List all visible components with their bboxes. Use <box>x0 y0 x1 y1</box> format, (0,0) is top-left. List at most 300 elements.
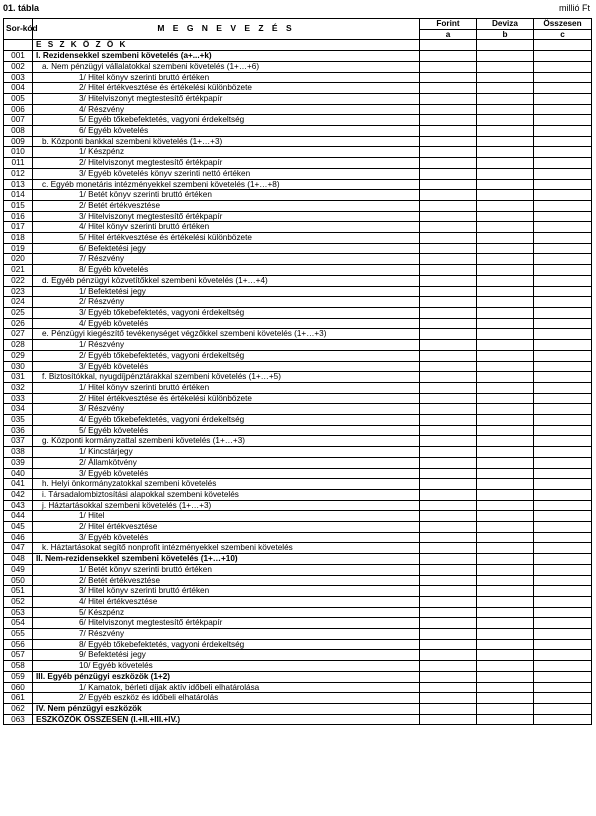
row-code: 039 <box>4 457 33 468</box>
value-cell-a[interactable] <box>420 457 477 468</box>
row-label: j. Háztartásokkal szembeni követelés (1+…+3) <box>33 500 420 511</box>
value-cell-b[interactable] <box>477 222 534 233</box>
table-row <box>4 190 592 201</box>
value-cell-c[interactable] <box>534 61 592 72</box>
value-cell-c[interactable] <box>534 404 592 415</box>
value-cell-a[interactable] <box>420 190 477 201</box>
value-cell-b[interactable] <box>477 211 534 222</box>
value-cell-b[interactable] <box>477 168 534 179</box>
value-cell-c[interactable] <box>534 564 592 575</box>
table-row <box>4 596 592 607</box>
value-cell-b[interactable] <box>477 72 534 83</box>
row-code: 052 <box>4 596 33 607</box>
row-label: 3/ Egyéb követelés <box>33 361 420 372</box>
value-cell-b[interactable] <box>477 618 534 629</box>
table-row <box>4 104 592 115</box>
row-label: 1/ Kincstárjegy <box>33 447 420 458</box>
value-cell-b[interactable] <box>477 158 534 169</box>
row-label: 5/ Készpénz <box>33 607 420 618</box>
row-label: 1/ Betét könyv szerinti bruttó értéken <box>33 564 420 575</box>
value-cell-a[interactable] <box>420 575 477 586</box>
value-cell-b[interactable] <box>477 639 534 650</box>
table-row <box>4 158 592 169</box>
value-cell-a[interactable] <box>420 564 477 575</box>
value-cell-c[interactable] <box>534 382 592 393</box>
value-cell-b[interactable] <box>477 404 534 415</box>
row-code: 019 <box>4 243 33 254</box>
value-cell-c[interactable] <box>534 650 592 661</box>
header-letter-c: c <box>534 29 592 40</box>
value-cell-b[interactable] <box>477 425 534 436</box>
row-code: 012 <box>4 168 33 179</box>
row-label: 2/ Egyéb tőkebefektetés, vagyoni érdekeltség <box>33 350 420 361</box>
row-code: 008 <box>4 126 33 137</box>
row-label: 7/ Részvény <box>33 254 420 265</box>
value-cell-a[interactable] <box>420 136 477 147</box>
table-row <box>4 436 592 447</box>
value-cell-a[interactable] <box>420 329 477 340</box>
value-cell-a[interactable] <box>420 596 477 607</box>
value-cell-a[interactable] <box>420 404 477 415</box>
table-row <box>4 479 592 490</box>
row-code: 015 <box>4 200 33 211</box>
table-row <box>4 586 592 597</box>
value-cell-c[interactable] <box>534 222 592 233</box>
value-cell-a[interactable] <box>420 83 477 94</box>
value-cell-b[interactable] <box>477 254 534 265</box>
value-cell-c[interactable] <box>534 211 592 222</box>
value-cell-c[interactable] <box>534 415 592 426</box>
row-label: 1/ Hitel könyv szerinti bruttó értéken <box>33 382 420 393</box>
value-cell-c[interactable] <box>534 714 592 725</box>
row-label: 3/ Egyéb követelés könyv szerinti nettó értéken <box>33 168 420 179</box>
row-code: 003 <box>4 72 33 83</box>
table-row <box>4 318 592 329</box>
row-code: 029 <box>4 350 33 361</box>
value-cell-b[interactable] <box>477 126 534 137</box>
row-code: 042 <box>4 489 33 500</box>
value-cell-a[interactable] <box>420 286 477 297</box>
value-cell-a[interactable] <box>420 468 477 479</box>
value-cell-c[interactable] <box>534 671 592 682</box>
value-cell-a[interactable] <box>420 350 477 361</box>
row-label: d. Egyéb pénzügyi közvetítőkkel szembeni követelés (1+…+4) <box>33 275 420 286</box>
value-cell-c[interactable] <box>534 489 592 500</box>
value-cell-c[interactable] <box>534 511 592 522</box>
table-row <box>4 607 592 618</box>
value-cell-c[interactable] <box>534 51 592 62</box>
value-cell-c[interactable] <box>534 554 592 565</box>
header-name: M E G N E V E Z É S <box>33 19 420 40</box>
row-code: 004 <box>4 83 33 94</box>
row-code: 032 <box>4 382 33 393</box>
value-cell-b[interactable] <box>477 297 534 308</box>
value-cell-a[interactable] <box>420 361 477 372</box>
value-cell-c[interactable] <box>534 307 592 318</box>
value-cell-c[interactable] <box>534 340 592 351</box>
value-cell-a[interactable] <box>420 275 477 286</box>
table-row <box>4 350 592 361</box>
value-cell-a[interactable] <box>420 307 477 318</box>
row-code: 061 <box>4 693 33 704</box>
value-cell-c[interactable] <box>534 297 592 308</box>
value-cell-c[interactable] <box>534 318 592 329</box>
row-label: 5/ Egyéb tőkebefektetés, vagyoni érdekeltség <box>33 115 420 126</box>
table-row <box>4 233 592 244</box>
value-cell-b[interactable] <box>477 329 534 340</box>
row-code: 053 <box>4 607 33 618</box>
row-label: 5/ Egyéb követelés <box>33 425 420 436</box>
value-cell-b[interactable] <box>477 318 534 329</box>
table-row <box>4 532 592 543</box>
value-cell-b[interactable] <box>477 233 534 244</box>
row-code: 033 <box>4 393 33 404</box>
row-label: f. Biztosítókkal, nyugdíjpénztárakkal szembeni követelés (1+…+5) <box>33 372 420 383</box>
value-cell-c[interactable] <box>534 190 592 201</box>
value-cell-a[interactable] <box>420 415 477 426</box>
value-cell-c[interactable] <box>534 93 592 104</box>
value-cell-a[interactable] <box>420 425 477 436</box>
row-label: 7/ Részvény <box>33 629 420 640</box>
row-code: 035 <box>4 415 33 426</box>
row-code: 014 <box>4 190 33 201</box>
row-label: 2/ Hitel értékvesztése és értékelési különbözete <box>33 83 420 94</box>
row-code: 009 <box>4 136 33 147</box>
table-row <box>4 693 592 704</box>
value-cell-b[interactable] <box>477 554 534 565</box>
value-cell-b[interactable] <box>477 532 534 543</box>
value-cell-c[interactable] <box>534 168 592 179</box>
value-cell-a[interactable] <box>420 447 477 458</box>
value-cell-b[interactable] <box>477 607 534 618</box>
value-cell-a[interactable] <box>420 554 477 565</box>
value-cell-a[interactable] <box>420 489 477 500</box>
value-cell-b[interactable] <box>477 393 534 404</box>
value-cell-a[interactable] <box>420 40 477 51</box>
value-cell-a[interactable] <box>420 211 477 222</box>
value-cell-a[interactable] <box>420 93 477 104</box>
table-row <box>4 265 592 276</box>
value-cell-b[interactable] <box>477 704 534 715</box>
value-cell-c[interactable] <box>534 329 592 340</box>
row-code: 050 <box>4 575 33 586</box>
table-row <box>4 575 592 586</box>
value-cell-b[interactable] <box>477 350 534 361</box>
value-cell-c[interactable] <box>534 661 592 672</box>
value-cell-a[interactable] <box>420 115 477 126</box>
table-row <box>4 115 592 126</box>
value-cell-a[interactable] <box>420 200 477 211</box>
value-cell-c[interactable] <box>534 254 592 265</box>
value-cell-c[interactable] <box>534 704 592 715</box>
row-code: 054 <box>4 618 33 629</box>
value-cell-b[interactable] <box>477 522 534 533</box>
value-cell-c[interactable] <box>534 286 592 297</box>
value-cell-b[interactable] <box>477 61 534 72</box>
value-cell-a[interactable] <box>420 522 477 533</box>
value-cell-b[interactable] <box>477 468 534 479</box>
value-cell-b[interactable] <box>477 511 534 522</box>
row-label: 3/ Egyéb tőkebefektetés, vagyoni érdekeltség <box>33 307 420 318</box>
row-label: k. Háztartásokat segítő nonprofit intézményekkel szembeni követelés <box>33 543 420 554</box>
row-label: I. Rezidensekkel szembeni követelés (a+...+k) <box>33 51 420 62</box>
value-cell-b[interactable] <box>477 629 534 640</box>
value-cell-a[interactable] <box>420 661 477 672</box>
value-cell-c[interactable] <box>534 468 592 479</box>
value-cell-c[interactable] <box>534 532 592 543</box>
value-cell-b[interactable] <box>477 115 534 126</box>
value-cell-b[interactable] <box>477 436 534 447</box>
value-cell-b[interactable] <box>477 372 534 383</box>
row-label: g. Központi kormányzattal szembeni követelés (1+…+3) <box>33 436 420 447</box>
row-label: 2/ Betét értékvesztése <box>33 575 420 586</box>
row-label: i. Társadalombiztosítási alapokkal szembeni követelés <box>33 489 420 500</box>
value-cell-c[interactable] <box>534 457 592 468</box>
value-cell-b[interactable] <box>477 586 534 597</box>
table-row <box>4 297 592 308</box>
value-cell-c[interactable] <box>534 361 592 372</box>
value-cell-a[interactable] <box>420 254 477 265</box>
value-cell-c[interactable] <box>534 596 592 607</box>
value-cell-b[interactable] <box>477 661 534 672</box>
value-cell-b[interactable] <box>477 361 534 372</box>
value-cell-c[interactable] <box>534 372 592 383</box>
row-code: 028 <box>4 340 33 351</box>
value-cell-b[interactable] <box>477 457 534 468</box>
table-row <box>4 704 592 715</box>
value-cell-b[interactable] <box>477 489 534 500</box>
row-code: 026 <box>4 318 33 329</box>
value-cell-c[interactable] <box>534 104 592 115</box>
value-cell-b[interactable] <box>477 564 534 575</box>
value-cell-a[interactable] <box>420 586 477 597</box>
value-cell-a[interactable] <box>420 714 477 725</box>
row-label: 8/ Egyéb tőkebefektetés, vagyoni érdekeltség <box>33 639 420 650</box>
value-cell-c[interactable] <box>534 607 592 618</box>
value-cell-c[interactable] <box>534 629 592 640</box>
value-cell-a[interactable] <box>420 340 477 351</box>
value-cell-b[interactable] <box>477 286 534 297</box>
table-row <box>4 179 592 190</box>
value-cell-a[interactable] <box>420 179 477 190</box>
value-cell-a[interactable] <box>420 233 477 244</box>
value-cell-c[interactable] <box>534 40 592 51</box>
row-label: 1/ Részvény <box>33 340 420 351</box>
assets-table <box>3 18 592 725</box>
value-cell-c[interactable] <box>534 233 592 244</box>
value-cell-c[interactable] <box>534 200 592 211</box>
row-label: 8/ Egyéb követelés <box>33 265 420 276</box>
value-cell-c[interactable] <box>534 393 592 404</box>
value-cell-a[interactable] <box>420 104 477 115</box>
row-code: 018 <box>4 233 33 244</box>
row-label: 2/ Hitelviszonyt megtestesítő értékpapír <box>33 158 420 169</box>
value-cell-b[interactable] <box>477 147 534 158</box>
value-cell-b[interactable] <box>477 596 534 607</box>
row-code: 024 <box>4 297 33 308</box>
row-code: 049 <box>4 564 33 575</box>
value-cell-b[interactable] <box>477 307 534 318</box>
value-cell-b[interactable] <box>477 415 534 426</box>
value-cell-b[interactable] <box>477 275 534 286</box>
value-cell-b[interactable] <box>477 200 534 211</box>
value-cell-b[interactable] <box>477 190 534 201</box>
row-code: 021 <box>4 265 33 276</box>
section-code-cell <box>4 40 33 51</box>
value-cell-a[interactable] <box>420 479 477 490</box>
table-row <box>4 136 592 147</box>
value-cell-a[interactable] <box>420 382 477 393</box>
table-row <box>4 211 592 222</box>
value-cell-a[interactable] <box>420 61 477 72</box>
table-row <box>4 340 592 351</box>
row-code: 022 <box>4 275 33 286</box>
value-cell-c[interactable] <box>534 586 592 597</box>
row-code: 045 <box>4 522 33 533</box>
value-cell-c[interactable] <box>534 115 592 126</box>
row-label: ESZKÖZÖK ÖSSZESEN (I.+II.+III.+IV.) <box>33 714 420 725</box>
value-cell-a[interactable] <box>420 532 477 543</box>
value-cell-a[interactable] <box>420 372 477 383</box>
value-cell-a[interactable] <box>420 511 477 522</box>
value-cell-c[interactable] <box>534 436 592 447</box>
value-cell-c[interactable] <box>534 72 592 83</box>
value-cell-b[interactable] <box>477 714 534 725</box>
value-cell-b[interactable] <box>477 179 534 190</box>
value-cell-b[interactable] <box>477 83 534 94</box>
value-cell-a[interactable] <box>420 72 477 83</box>
row-code: 031 <box>4 372 33 383</box>
row-label: 4/ Egyéb tőkebefektetés, vagyoni érdekeltség <box>33 415 420 426</box>
value-cell-b[interactable] <box>477 93 534 104</box>
row-code: 046 <box>4 532 33 543</box>
table-row <box>4 618 592 629</box>
value-cell-b[interactable] <box>477 340 534 351</box>
row-label: 1/ Befektetési jegy <box>33 286 420 297</box>
table-row <box>4 93 592 104</box>
value-cell-a[interactable] <box>420 671 477 682</box>
value-cell-c[interactable] <box>534 693 592 704</box>
header-letter-b: b <box>477 29 534 40</box>
value-cell-c[interactable] <box>534 275 592 286</box>
value-cell-b[interactable] <box>477 682 534 693</box>
row-label: 5/ Hitel értékvesztése és értékelési különbözete <box>33 233 420 244</box>
value-cell-b[interactable] <box>477 479 534 490</box>
value-cell-c[interactable] <box>534 265 592 276</box>
row-code: 034 <box>4 404 33 415</box>
value-cell-c[interactable] <box>534 682 592 693</box>
value-cell-c[interactable] <box>534 243 592 254</box>
table-row <box>4 307 592 318</box>
value-cell-a[interactable] <box>420 222 477 233</box>
value-cell-c[interactable] <box>534 522 592 533</box>
value-cell-a[interactable] <box>420 704 477 715</box>
value-cell-b[interactable] <box>477 447 534 458</box>
value-cell-b[interactable] <box>477 382 534 393</box>
value-cell-a[interactable] <box>420 126 477 137</box>
value-cell-c[interactable] <box>534 618 592 629</box>
row-label: II. Nem-rezidensekkel szembeni követelés (1+…+10) <box>33 554 420 565</box>
value-cell-c[interactable] <box>534 179 592 190</box>
table-row <box>4 511 592 522</box>
value-cell-c[interactable] <box>534 147 592 158</box>
value-cell-a[interactable] <box>420 607 477 618</box>
value-cell-a[interactable] <box>420 243 477 254</box>
table-row <box>4 72 592 83</box>
row-code: 055 <box>4 629 33 640</box>
value-cell-b[interactable] <box>477 543 534 554</box>
value-cell-a[interactable] <box>420 265 477 276</box>
value-cell-a[interactable] <box>420 650 477 661</box>
value-cell-a[interactable] <box>420 51 477 62</box>
value-cell-a[interactable] <box>420 682 477 693</box>
value-cell-b[interactable] <box>477 575 534 586</box>
value-cell-c[interactable] <box>534 83 592 94</box>
value-cell-c[interactable] <box>534 639 592 650</box>
row-code: 048 <box>4 554 33 565</box>
value-cell-b[interactable] <box>477 51 534 62</box>
row-label: 3/ Hitel könyv szerinti bruttó értéken <box>33 586 420 597</box>
value-cell-c[interactable] <box>534 126 592 137</box>
page-top-bar <box>3 3 590 16</box>
value-cell-b[interactable] <box>477 671 534 682</box>
value-cell-c[interactable] <box>534 500 592 511</box>
row-label: 3/ Részvény <box>33 404 420 415</box>
value-cell-c[interactable] <box>534 543 592 554</box>
row-code: 037 <box>4 436 33 447</box>
value-cell-a[interactable] <box>420 629 477 640</box>
value-cell-a[interactable] <box>420 318 477 329</box>
value-cell-b[interactable] <box>477 243 534 254</box>
value-cell-b[interactable] <box>477 500 534 511</box>
value-cell-c[interactable] <box>534 575 592 586</box>
table-row <box>4 168 592 179</box>
row-label: h. Helyi önkormányzatokkal szembeni követelés <box>33 479 420 490</box>
value-cell-c[interactable] <box>534 136 592 147</box>
row-label: 4/ Részvény <box>33 104 420 115</box>
value-cell-a[interactable] <box>420 500 477 511</box>
value-cell-c[interactable] <box>534 350 592 361</box>
value-cell-a[interactable] <box>420 693 477 704</box>
value-cell-b[interactable] <box>477 650 534 661</box>
value-cell-a[interactable] <box>420 168 477 179</box>
table-row <box>4 61 592 72</box>
row-code: 060 <box>4 682 33 693</box>
value-cell-a[interactable] <box>420 543 477 554</box>
value-cell-c[interactable] <box>534 425 592 436</box>
value-cell-b[interactable] <box>477 40 534 51</box>
value-cell-c[interactable] <box>534 447 592 458</box>
value-cell-a[interactable] <box>420 436 477 447</box>
value-cell-a[interactable] <box>420 639 477 650</box>
value-cell-c[interactable] <box>534 479 592 490</box>
row-label: 3/ Egyéb követelés <box>33 468 420 479</box>
value-cell-a[interactable] <box>420 618 477 629</box>
row-label: 1/ Betét könyv szerinti bruttó értéken <box>33 190 420 201</box>
value-cell-a[interactable] <box>420 393 477 404</box>
value-cell-a[interactable] <box>420 297 477 308</box>
value-cell-b[interactable] <box>477 693 534 704</box>
value-cell-a[interactable] <box>420 158 477 169</box>
value-cell-b[interactable] <box>477 136 534 147</box>
value-cell-a[interactable] <box>420 147 477 158</box>
row-code: 023 <box>4 286 33 297</box>
row-code: 017 <box>4 222 33 233</box>
value-cell-c[interactable] <box>534 158 592 169</box>
row-label: b. Központi bankkal szembeni követelés (1+…+3) <box>33 136 420 147</box>
value-cell-b[interactable] <box>477 104 534 115</box>
value-cell-b[interactable] <box>477 265 534 276</box>
